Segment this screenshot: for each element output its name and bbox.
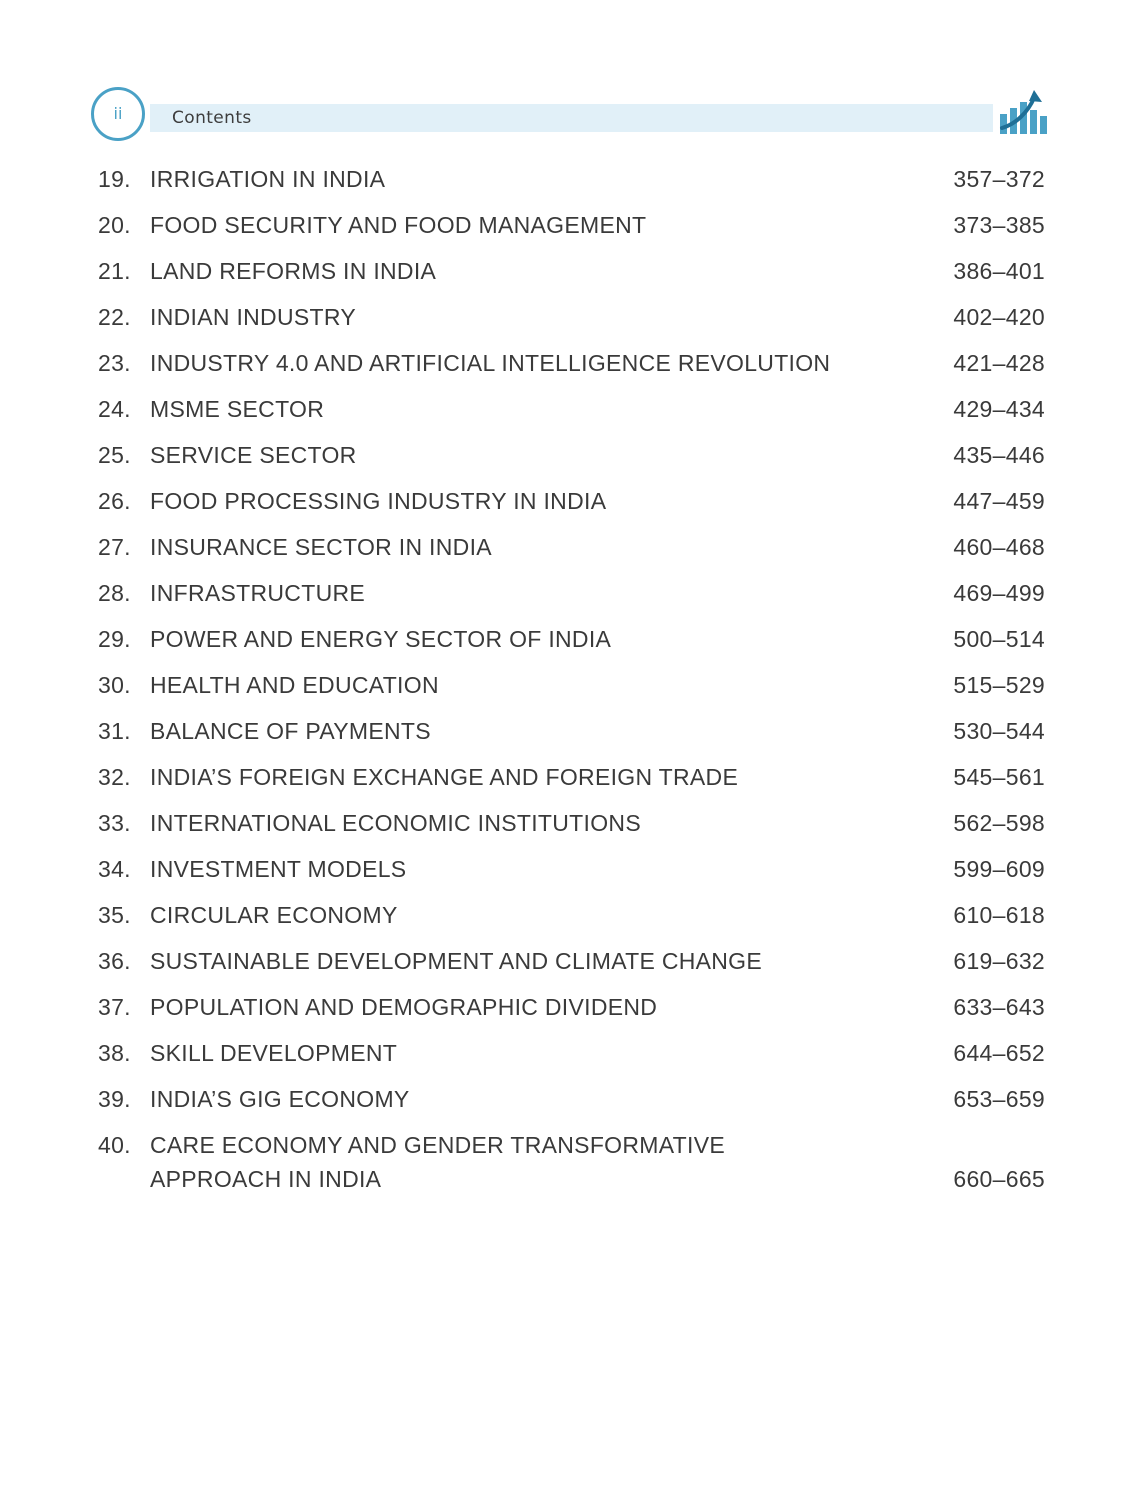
chapter-title: FOOD SECURITY AND FOOD MANAGEMENT [150,212,647,238]
toc-entry[interactable] [0,714,1145,754]
chapter-number: 23. [98,350,131,376]
page-range: 515–529 [953,672,1045,698]
page-range: 599–609 [953,856,1045,882]
toc-entry[interactable] [0,346,1145,386]
page-range: 429–434 [953,396,1045,422]
chapter-number: 38. [98,1040,131,1066]
page-range: 447–459 [953,488,1045,514]
chapter-title: HEALTH AND EDUCATION [150,672,439,698]
chapter-title: SKILL DEVELOPMENT [150,1040,398,1066]
toc-entry[interactable] [0,392,1145,432]
chapter-number: 31. [98,718,131,744]
toc-entry[interactable] [0,1128,1145,1202]
chapter-title: INDIA’S FOREIGN EXCHANGE AND FOREIGN TRADE [150,764,739,790]
chapter-number: 34. [98,856,131,882]
page-range: 469–499 [953,580,1045,606]
toc-entry[interactable] [0,576,1145,616]
chapter-title: POWER AND ENERGY SECTOR OF INDIA [150,626,612,652]
page-range: 610–618 [953,902,1045,928]
toc-entry[interactable] [0,1036,1145,1076]
toc-entry[interactable] [0,806,1145,846]
page-range: 460–468 [953,534,1045,560]
toc-entry[interactable] [0,622,1145,662]
toc-entry[interactable] [0,944,1145,984]
page-range: 500–514 [953,626,1045,652]
chapter-number: 32. [98,764,131,790]
toc-entry[interactable] [0,300,1145,340]
page-range: 530–544 [953,718,1045,744]
page-range: 644–652 [953,1040,1045,1066]
chapter-title: INDIA’S GIG ECONOMY [150,1086,410,1112]
page-range: 421–428 [953,350,1045,376]
chapter-number: 39. [98,1086,131,1112]
page-range: 660–665 [953,1166,1045,1192]
chapter-title: INDUSTRY 4.0 AND ARTIFICIAL INTELLIGENCE REVOLUTION [150,350,831,376]
chapter-number: 37. [98,994,131,1020]
chapter-number: 29. [98,626,131,652]
toc-entry[interactable] [0,484,1145,524]
page-number: ii [113,104,123,123]
chapter-number: 40. [98,1132,131,1158]
toc-entry[interactable] [0,254,1145,294]
chapter-number: 22. [98,304,131,330]
chapter-title: INTERNATIONAL ECONOMIC INSTITUTIONS [150,810,641,836]
chapter-title: POPULATION AND DEMOGRAPHIC DIVIDEND [150,994,658,1020]
toc-entry[interactable] [0,852,1145,892]
chapter-number: 33. [98,810,131,836]
chapter-title: MSME SECTOR [150,396,325,422]
chapter-title: FOOD PROCESSING INDUSTRY IN INDIA [150,488,607,514]
page-range: 402–420 [953,304,1045,330]
page-range: 545–561 [953,764,1045,790]
chapter-title: IRRIGATION IN INDIA [150,166,386,192]
chapter-number: 36. [98,948,131,974]
chapter-title: CARE ECONOMY AND GENDER TRANSFORMATIVE APPROACH IN INDIA [150,1132,725,1192]
chapter-title: LAND REFORMS IN INDIA [150,258,437,284]
page-range: 562–598 [953,810,1045,836]
toc-entry[interactable] [0,208,1145,248]
toc-entry[interactable] [0,438,1145,478]
chapter-number: 25. [98,442,131,468]
toc-entry[interactable] [0,990,1145,1030]
chapter-number: 19. [98,166,131,192]
chapter-number: 27. [98,534,131,560]
chapter-title: INVESTMENT MODELS [150,856,407,882]
toc-entry[interactable] [0,530,1145,570]
chapter-number: 20. [98,212,131,238]
page-title: Contents [172,108,252,128]
toc-entry[interactable] [0,898,1145,938]
page-range: 357–372 [953,166,1045,192]
toc-entry[interactable] [0,760,1145,800]
chapter-title: CIRCULAR ECONOMY [150,902,398,928]
chapter-title: INFRASTRUCTURE [150,580,366,606]
chapter-title: INDIAN INDUSTRY [150,304,356,330]
toc-entry[interactable] [0,1082,1145,1122]
page-range: 386–401 [953,258,1045,284]
page-range: 633–643 [953,994,1045,1020]
chapter-title: INSURANCE SECTOR IN INDIA [150,534,492,560]
page-range: 373–385 [953,212,1045,238]
chapter-number: 35. [98,902,131,928]
page-range: 435–446 [953,442,1045,468]
chapter-title: SUSTAINABLE DEVELOPMENT AND CLIMATE CHANGE [150,948,763,974]
page-range: 653–659 [953,1086,1045,1112]
toc-entry[interactable] [0,668,1145,708]
toc-entry[interactable] [0,162,1145,202]
chapter-title: BALANCE OF PAYMENTS [150,718,431,744]
chapter-number: 28. [98,580,131,606]
chapter-number: 24. [98,396,131,422]
page-range: 619–632 [953,948,1045,974]
chapter-number: 26. [98,488,131,514]
chapter-number: 30. [98,672,131,698]
chapter-number: 21. [98,258,131,284]
chapter-title: SERVICE SECTOR [150,442,357,468]
